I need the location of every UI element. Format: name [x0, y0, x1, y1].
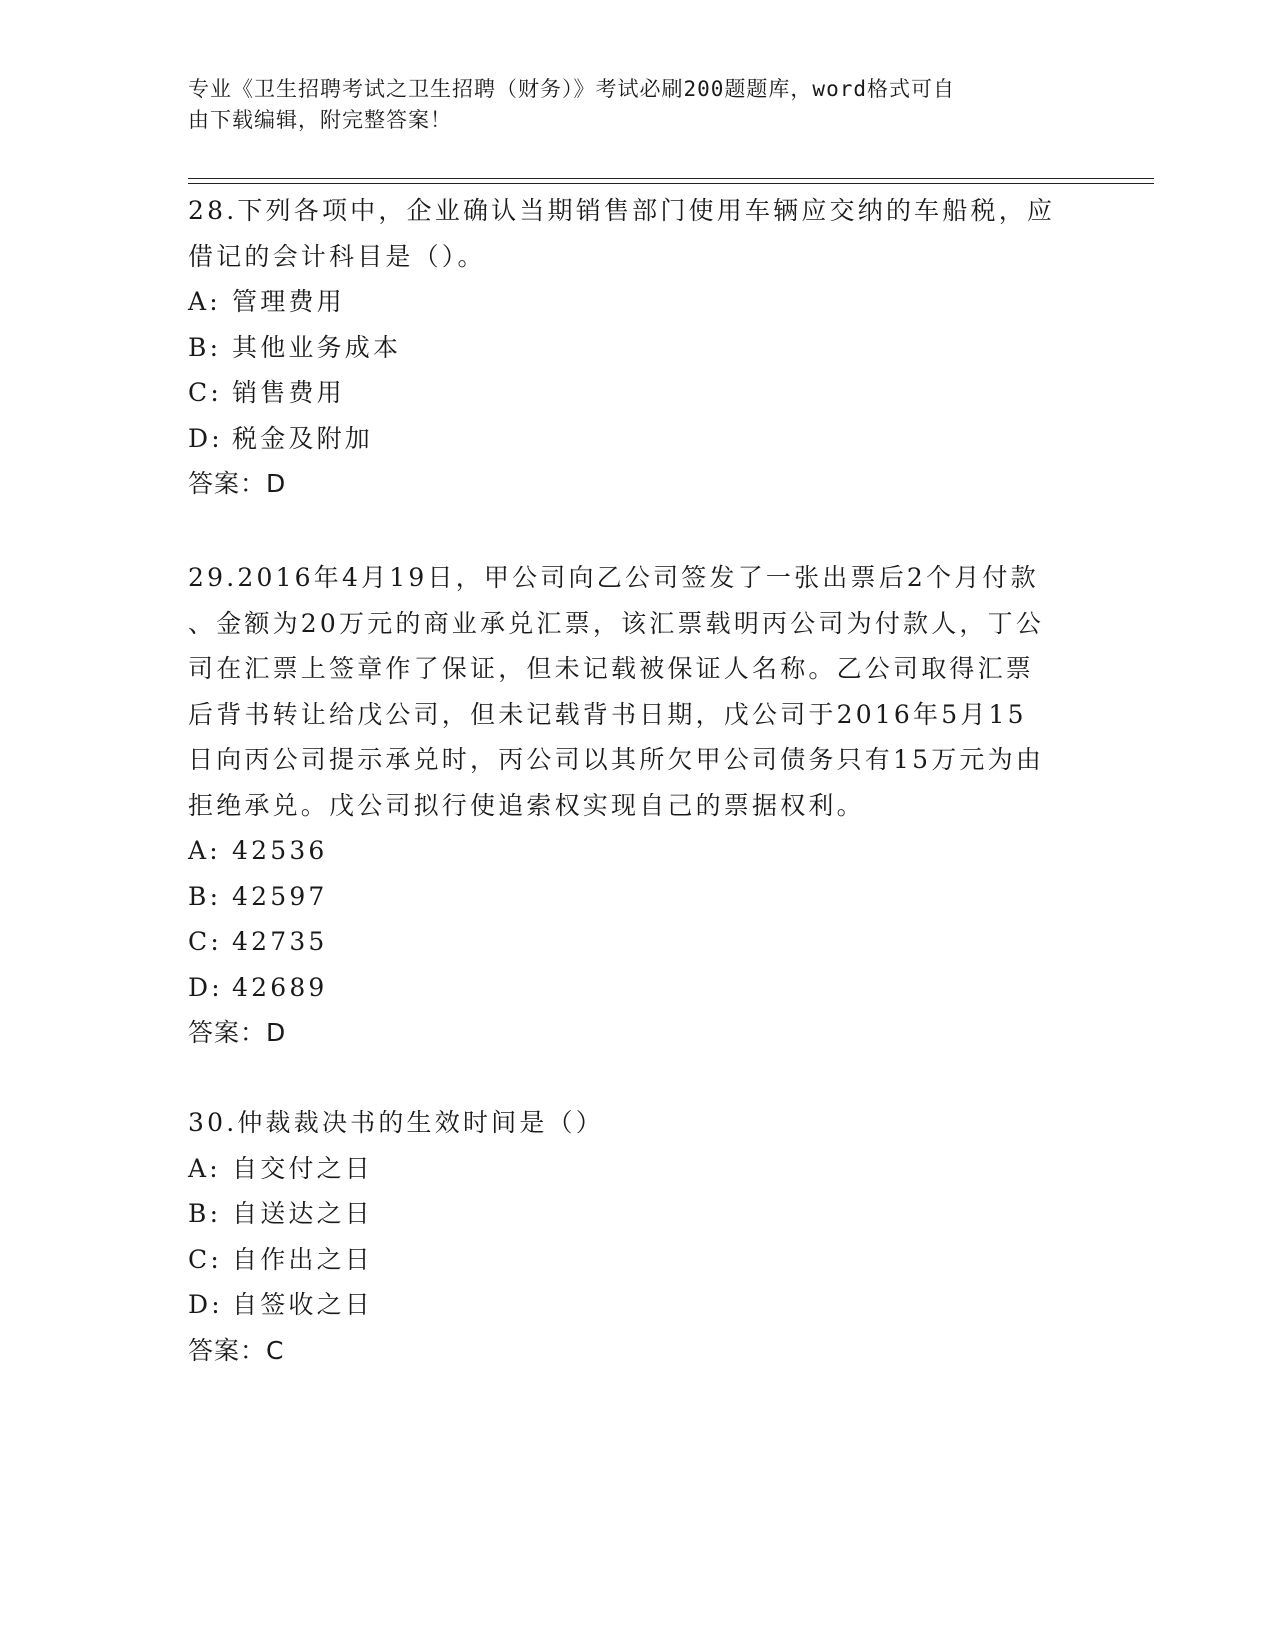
- answer-line: 答案：D: [188, 1018, 287, 1047]
- option-text: 42536: [232, 836, 328, 865]
- question-29: [188, 555, 1088, 1055]
- option-a: [188, 1146, 1088, 1192]
- answer-line: 答案：C: [188, 1335, 285, 1365]
- document-header: [188, 74, 1078, 136]
- stem-line: 司在汇票上签章作了保证，但未记载被保证人名称。乙公司取得汇票: [188, 654, 1035, 683]
- option-text: 管理费用: [232, 287, 345, 316]
- question-stem: [188, 555, 1088, 828]
- header-divider-bottom: [188, 183, 1154, 184]
- stem-line: 、金额为20万元的商业承兑汇票，该汇票载明丙公司为付款人，丁公: [188, 608, 1045, 638]
- option-text: 自作出之日: [232, 1244, 374, 1274]
- answer-line: 答案：D: [188, 469, 287, 498]
- option-letter: A:: [188, 1153, 221, 1183]
- stem-line: 30.仲裁裁决书的生效时间是（）: [188, 1108, 604, 1137]
- option-text: 自交付之日: [232, 1153, 374, 1183]
- header-line-1: 专业《卫生招聘考试之卫生招聘（财务）》考试必刷200题题库，word格式可自: [188, 77, 955, 101]
- option-text: 税金及附加: [232, 423, 374, 453]
- option-d: [188, 965, 1088, 1011]
- option-text: 其他业务成本: [232, 332, 402, 362]
- option-letter: C:: [188, 378, 222, 407]
- option-text: 42689: [232, 972, 328, 1002]
- option-letter: C:: [188, 1244, 222, 1274]
- question-30: [188, 1100, 1088, 1373]
- option-d: [188, 1282, 1088, 1328]
- option-letter: A:: [188, 287, 221, 316]
- header-line-2: 由下载编辑，附完整答案！: [188, 108, 452, 132]
- option-letter: C:: [188, 927, 222, 956]
- option-a: [188, 279, 1088, 325]
- header-divider-top: [188, 178, 1154, 179]
- option-c: [188, 919, 1088, 965]
- stem-line: 借记的会计科目是（）。: [188, 241, 486, 271]
- option-text: 自送达之日: [232, 1199, 374, 1228]
- stem-line: 29.2016年4月19日，甲公司向乙公司签发了一张出票后2个月付款: [188, 563, 1039, 592]
- question-stem: [188, 1100, 1088, 1146]
- option-b: [188, 1191, 1088, 1237]
- option-letter: B:: [188, 332, 222, 362]
- option-b: [188, 874, 1088, 920]
- option-c: [188, 370, 1088, 416]
- option-text: 自签收之日: [232, 1290, 374, 1319]
- stem-line: 后背书转让给戊公司，但未记载背书日期，戊公司于2016年5月15: [188, 699, 1027, 729]
- option-letter: B:: [188, 881, 222, 911]
- option-text: 42597: [232, 881, 328, 911]
- option-letter: D:: [188, 1290, 223, 1319]
- option-text: 销售费用: [232, 378, 345, 407]
- option-c: [188, 1237, 1088, 1283]
- option-d: [188, 416, 1088, 462]
- option-letter: B:: [188, 1199, 222, 1228]
- question-stem: [188, 188, 1088, 279]
- option-b: [188, 325, 1088, 371]
- option-a: [188, 828, 1088, 874]
- stem-line: 拒绝承兑。戊公司拟行使追索权实现自己的票据权利。: [188, 790, 865, 820]
- option-letter: D:: [188, 972, 223, 1002]
- stem-line: 日向丙公司提示承兑时，丙公司以其所欠甲公司债务只有15万元为由: [188, 745, 1045, 774]
- option-letter: A:: [188, 836, 221, 865]
- question-28: [188, 188, 1088, 506]
- stem-line: 28.下列各项中，企业确认当期销售部门使用车辆应交纳的车船税，应: [188, 196, 1056, 225]
- option-letter: D:: [188, 423, 223, 453]
- option-text: 42735: [232, 927, 328, 956]
